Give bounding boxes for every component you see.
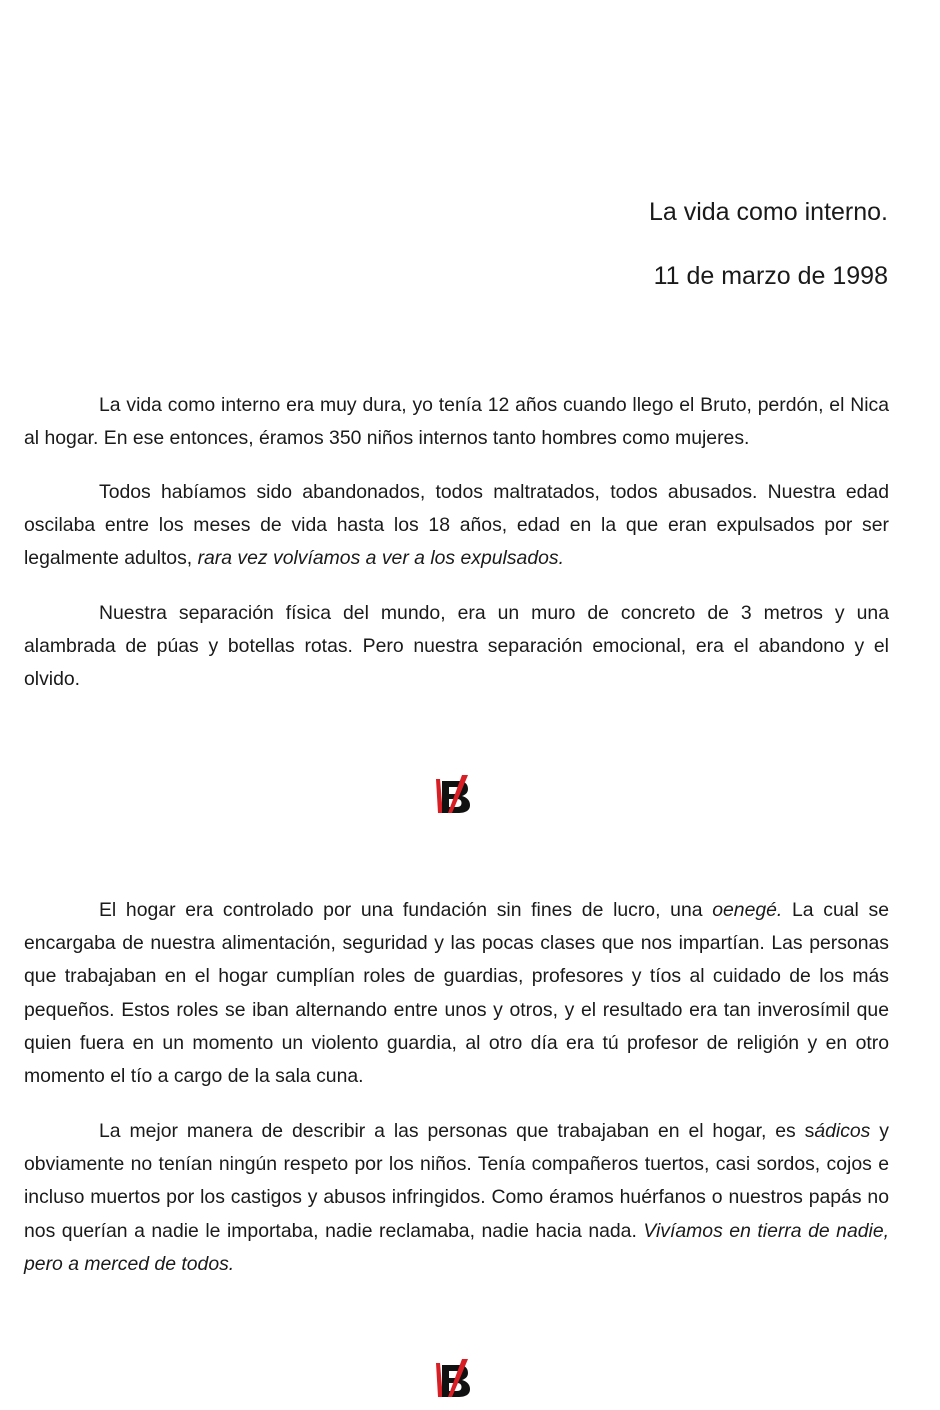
text-run: El hogar era controlado por una fundación sin fines de lucro, una xyxy=(99,899,713,921)
document-date: 11 de marzo de 1998 xyxy=(653,262,888,290)
italic-text: Vivíamos en tierra de nadie, pero a merced de todos. xyxy=(24,1219,889,1275)
text-run: y obviamente no tenían ningún respeto por los niños. Tenía compañeros tuertos, casi sordos, cojos e incluso muertos por los castigos y abusos infringidos. Como éramos huérfanos o nuestros papás no nos querían a nadie le importaba, nadie reclamaba, nadie hacia nada. xyxy=(24,1120,889,1242)
paragraph xyxy=(24,476,889,576)
text-run: Nuestra separación física del mundo, era un muro de concreto de 3 metros y una alambrada de púas y botellas rotas. Pero nuestra separación emocional, era el abandono y el olvido. xyxy=(24,602,889,691)
text-run: La cual se encargaba de nuestra alimentación, seguridad y las pocas clases que nos impartían. Las personas que trabajaban en el hogar cumplían roles de guardias, profesores y tíos al cuidado de los más pequeños. Estos roles se iban alternando entre unos y otros, y el resultado era tan inverosímil que quien fuera en un momento un violento guardia, al otro día era tú profesor de religión y en otro momento el tío a cargo de la sala cuna. xyxy=(24,899,889,1088)
italic-text: oenegé. xyxy=(712,899,783,921)
italic-text: rara vez volvíamos a ver a los expulsados. xyxy=(197,547,564,570)
text-run: La mejor manera de describir a las personas que trabajaban en el hogar, es s xyxy=(99,1120,815,1142)
italic-text: ádicos xyxy=(814,1120,871,1142)
paragraph xyxy=(24,1115,889,1281)
bv-logo-icon xyxy=(428,1357,474,1399)
paragraph xyxy=(24,894,889,1093)
text-run: La vida como interno era muy dura, yo tenía 12 años cuando llego el Bruto, perdón, el Nica al hogar. En ese entonces, éramos 350 niños internos tanto hombres como mujeres. xyxy=(24,394,889,450)
text-run: Todos habíamos sido abandonados, todos maltratados, todos abusados. Nuestra edad oscilaba entre los meses de vida hasta los 18 años, edad en la que eran expulsados por ser legalmente adultos, xyxy=(24,481,889,570)
paragraph xyxy=(24,597,889,697)
paragraph xyxy=(24,389,889,455)
bv-logo-icon xyxy=(428,773,474,815)
document-title: La vida como interno. xyxy=(648,198,888,226)
